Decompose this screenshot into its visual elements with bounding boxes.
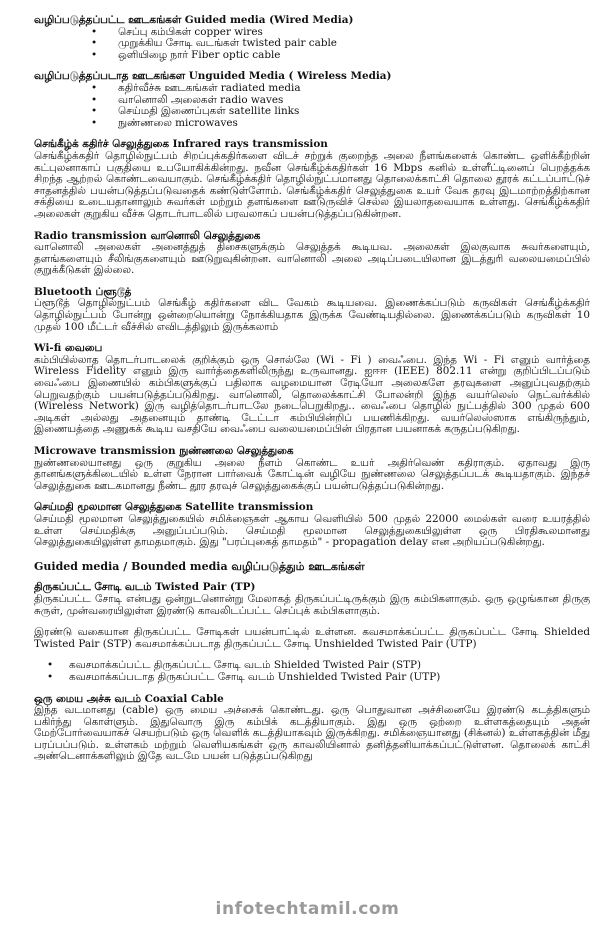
wired-media-list [34,27,590,62]
list-item: • செப்பு கம்பிகள் copper wires [34,27,590,39]
bluetooth-heading: Bluetooth ப்ளூடூத் [34,285,132,298]
twisted-pair-heading: திருகப்பட்ட சோடி வடம் Twisted Pair (TP) [34,581,256,594]
wifi-paragraph: கம்பியில்லாத தொடர்பாடலைக் குறிக்கும் ஒரு சொல்லே (Wi - Fi ) வைஃபை. இந்த Wi - Fi எனும் வார்த்தை Wireless Fidelity எனும் இரு வார்த்தைகளிலிருந்து உருவானது. ஐஈஈ (IEEE) 802.11 என்று குறிப்பிடப்படும் வைஃபை இணையில் கம்பிகளுக்குப் பதிலாக வழமையான ரேடியோ அலைகளே தரவுகளை அனுப்புவதற்கும் பெறுவதற்கும் பயன்படுத்தப்படுகிறது. வானொலி, தொலைக்காட்சி போலன்றி இந்த வயர்லெஸ் நெட்வர்க்கில் (Wireless Network) இரு வழித்தொடர்பாடலே நடைபெறுகிறது.. வைஃபை தொழில் நுட்பத்தில் 300 முதல் 600 அடிகள் அல்லது அதனையும் தாண்டி டேட்டா கம்பியின்றிப் பயணிக்கிறது. வயர்லெஸ்ஸாக எங்கிருந்தும், இணையத்தை அணுகக் கூடிய வசதியே வைஃபை வலையமைப்பின் பிரதான பயனாகக் கருதப்படுகிறது. [34,353,590,436]
document-body [34,15,590,763]
satellite-paragraph: செய்மதி மூலமான செலுத்துகையில் சமிக்ஞைகள் ஆகாய வெளியில் 500 முதல் 22000 மைல்கள் வரை உயரத்தில் உள்ள செய்மதிக்கு அனுப்பப்படும். செய்மதி மூலமான செலுத்துகையிலுள்ள ஒரு பிரதிகூலமானது செலுத்துகையிலுள்ள தாமதமாகும். இது "பரப்புகைத் தாமதம்" - propagation delay என அறியப்படுகின்றது. [34,512,590,549]
satellite-heading: செய்மதி மூலமான செலுத்துகை Satellite transmission [34,501,314,514]
list-item: • கவசமாக்கப்பட்ட திருகப்பட்ட சோடி வடம் Shielded Twisted Pair (STP) [34,660,590,672]
list-item: • செய்மதி இணைப்புகள் satellite links [34,106,590,118]
list-item: • ஒளியிழை நார் Fiber optic cable [34,50,590,62]
wired-media-heading: வழிப்படுத்தப்பட்ட ஊடகங்கள் Guided media (Wired Media) [34,14,354,26]
list-item: • கவசமாக்கப்படாத திருகப்பட்ட சோடி வடம் Unshielded Twisted Pair (UTP) [34,672,590,684]
list-item: • நுண்ணலை microwaves [34,118,590,130]
guided-bounded-heading: Guided media / Bounded media வழிப்படுத்தும் ஊடகங்கள் [34,559,365,573]
unguided-media-list [34,83,590,129]
microwave-heading: Microwave transmission நுண்ணலை செலுத்துகை [34,445,294,457]
list-item: • முறுக்கிய சோடி வடங்கள் twisted pair cable [34,38,590,50]
list-item: • வானொலி அலைகள் radio waves [34,95,590,107]
coaxial-heading: ஒரு மைய அச்சு வடம் Coaxial Cable [34,692,224,705]
infrared-paragraph: செங்கீழ்க்கதிர் தொழில்நுட்பம் சிறப்புக்கதிர்களை விடச் சற்றுக் குறைந்த அலை நீளங்களைக் கொண்ட ஒளிக்கீற்றின் கட்புலனாகாப் பகுதியை உபயோகிக்கின்றது. நவீன செங்கீழ்க்கதிர்கள் 16 Mbps கனில் உள்ளீட்டினைப் பெறத்தக்க சிறந்த ஆற்றல் கொண்டவையாகும். செங்கீழ்க்கதிர் தொழில்நுட்பமானது தொலைக்காட்சி தொலை தூரக் கட்டப்பாட்டுச் சாதனத்தில் பயன்படுத்தப்படுவதைக் கண்டுள்ளோம். செங்கீழ்க்கதிர் செலுத்துகை உயர் வேக தரவு இடமாற்றத்திற்கான சக்தியை உடையதானாலும் சுவர்கள் மற்றும் தளங்களை ஊடுருவிச் செல்ல இயலாதவையாக உள்ளது. செங்கீழ்க்கதிர் அலைகள் குறுகிய வீச்சு தொடர்பாடலில் பரவலாகப் பயன்படுத்தப்படுகின்றன. [34,149,590,220]
radio-paragraph: வானொலி அலைகள் அனைத்துத் திசைகளுக்கும் செலுத்தக் கூடியவ. அலைகள் இலகுவாக சுவர்களையும், தளங்களையும் சீலிங்குகளையும் ஊடுறுவுகின்றன. வானொலி அலை அடிப்படையிலான இடத்துரி வலையமைப்பில் குறுக்கீடுகள் இல்லை. [34,241,590,277]
twisted-pair-paragraph: திருகப்பட்ட சோடி என்பது ஒன்றுடனொன்று மேலாகத் திருகப்பட்டிருக்கும் இரு கம்பிகளாகும். ஒரு ஒழுங்கான திருகு சுருள், முன்வரையிலுள்ள இரண்டு காவலிடப்பட்ட செப்புக் கம்பிகளாகும். [34,592,590,617]
twisted-pair-types-paragraph: இரண்டு வகையான திருகப்பட்ட சோடிகள் பயன்பாட்டில் உள்ளன. கவசமாக்கப்பட்ட திருகப்பட்ட சோடி Shielded Twisted Pair (STP) கவசமாக்கப்படாத திருகப்பட்ட சோடி Unshielded Twisted Pair (UTP) [34,626,590,650]
radio-heading: Radio transmission வானொலி செலுத்துகை [34,229,261,242]
twisted-pair-list [34,660,590,683]
wifi-heading: Wi-fi வைபை [34,342,103,355]
infrared-heading: செங்கீழ்க் கதிர்ச் செலுத்துகை Infrared rays transmission [34,138,328,151]
unguided-media-heading: வழிப்படுத்தப்படாத ஊடகங்கள Unguided Media ( Wireless Media) [34,70,392,83]
list-item: • கதிர்வீச்சு ஊடகங்கள் radiated media [34,83,590,95]
site-watermark: infotechtamil.com [215,899,400,919]
bluetooth-paragraph: ப்ளூடூத் தொழில்நுட்பம் செங்கீழ் கதிர்களை விட வேகம் கூடியவை. இணைக்கப்படும் கருவிகள் செங்கீழ்க்கதிர் தொழில்நுட்பம் போன்று ஒன்றையொன்று நோக்கியதாக இருக்க வேண்டியதில்லை. இணைக்கப்படும் கருவிகள் 10 முதல் 100 மீட்டர் வீச்சில் எவிடத்திலும் இருக்கலாம் [34,297,590,333]
coaxial-paragraph: இந்த வடமானது (cable) ஒரு மைய அச்சைக் கொண்டது. ஒரு பொதுவான அச்சினையே இரண்டு கடத்திகளும் பகிர்ந்து கொள்ளும். இதுவொரு இரு கம்பிக் கடத்தியாகும். இது ஒரு ஒற்றை உள்ளகத்தையும் அதன் மேற்போர்வையாகச் செயற்படும் ஒரு வெளிக் கடத்தியாகவும் இருக்கிறது. சமிக்ஞையானது (சிக்னல்) உள்ளகத்தின் மீது பரப்பப்படும். உள்ளகம் மற்றும் வெளியகங்கள் ஒரு காவலியினால் தனித்தனியாக்கப்பட்டுள்ளன. தொலைக் காட்சி அண்டெனாக்களிலும் இதே வடமே பயன் படுத்தப்படுகிறது [34,704,590,763]
microwave-paragraph: நுண்ணலையானது ஒரு குறுகிய அலை நீளம் கொண்ட உயர் அதிர்வெண் கதிராகும். ஏதாவது இரு தானங்களுக்கிடையில் உள்ள நேரான பார்வைக் கோட்டின் வழியே நுண்ணலை செலுத்தப்படக் கூடியதாகும். இந்தச் செலுத்துகை ஊடகமானது நீண்ட தூர தரவுச் செலுத்துகைக்குப் பயன்படுத்தப்படுகின்றது. [34,456,590,492]
